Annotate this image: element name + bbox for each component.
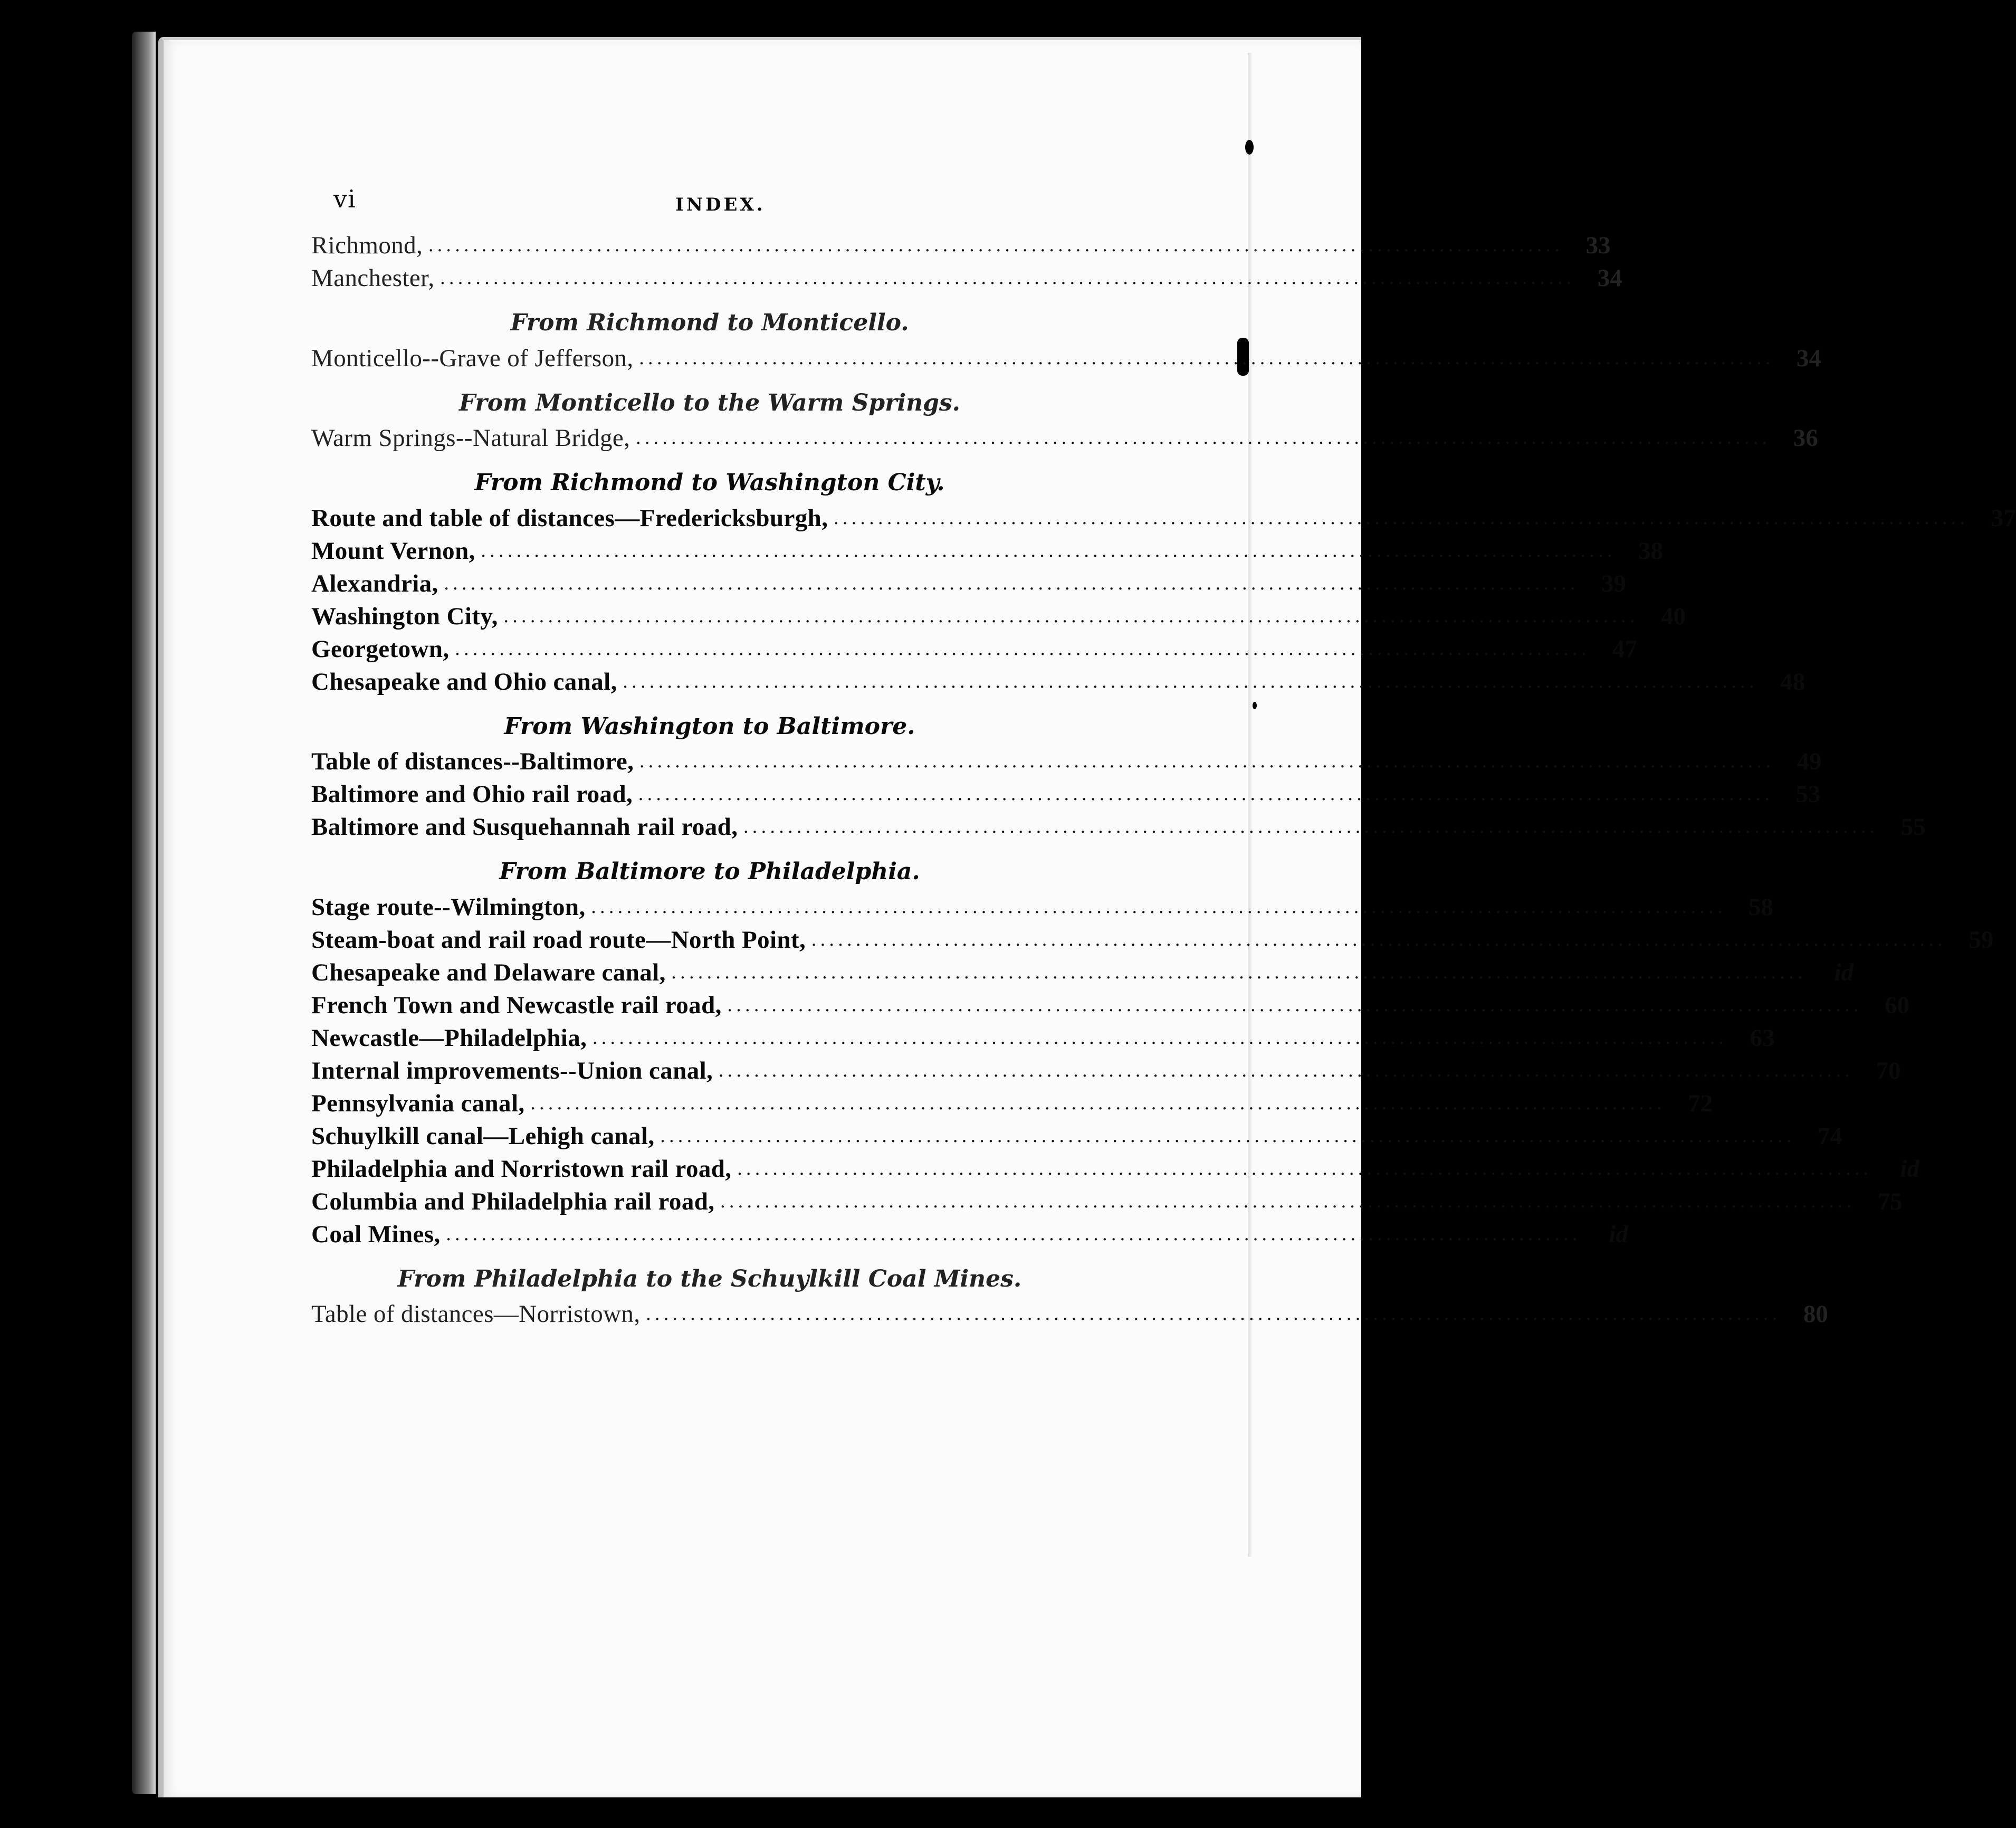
index-entry <box>311 957 1854 990</box>
entry-title: Schuylkill canal—Lehigh canal, <box>311 1122 655 1150</box>
index-section <box>311 858 1994 1252</box>
index-entry <box>311 343 1821 376</box>
entry-page: 48 <box>1780 668 1805 696</box>
index-entry <box>311 1154 1919 1186</box>
entry-page: 60 <box>1885 991 1910 1019</box>
entry-page: 36 <box>1793 424 1818 452</box>
dot-leader: ................................................................................................................................ <box>622 671 1758 692</box>
index-section <box>311 389 1818 456</box>
entry-title: Baltimore and Ohio rail road, <box>311 780 633 808</box>
index-entry <box>311 536 1664 568</box>
entry-page: 80 <box>1803 1300 1828 1328</box>
section-heading: From Richmond to Monticello. <box>510 309 909 336</box>
entry-title: Coal Mines, <box>311 1220 441 1248</box>
index-content <box>311 179 2016 1331</box>
entry-page: 63 <box>1750 1024 1775 1052</box>
index-entry <box>311 1023 1775 1055</box>
ink-speck <box>1245 140 1254 155</box>
index-entry <box>311 925 1994 957</box>
entry-title: Steam-boat and rail road route—North Point, <box>311 926 806 954</box>
entry-title: Alexandria, <box>311 569 438 597</box>
dot-leader: ................................................................................................................................ <box>635 427 1771 449</box>
dot-leader: ................................................................................................................................ <box>833 507 1969 529</box>
dot-leader: ................................................................................................................................ <box>428 235 1563 256</box>
section-heading: From Monticello to the Warm Springs. <box>459 389 960 416</box>
entry-title: Chesapeake and Delaware canal, <box>311 958 666 986</box>
index-entry <box>311 503 2016 536</box>
entry-title: Washington City, <box>311 602 498 630</box>
dot-leader: ................................................................................................................................ <box>530 1092 1665 1114</box>
index-entry <box>311 1299 1828 1331</box>
entry-page: 33 <box>1585 232 1611 259</box>
ink-speck <box>942 20 951 24</box>
entry-title: French Town and Newcastle rail road, <box>311 991 722 1019</box>
index-entry <box>311 263 1622 296</box>
dot-leader: ................................................................................................................................ <box>727 994 1862 1016</box>
entry-title: Table of distances--Baltimore, <box>311 748 634 776</box>
dot-leader: ................................................................................................................................ <box>645 1303 1781 1325</box>
dot-leader: ................................................................................................................................ <box>660 1125 1795 1147</box>
dot-leader: ................................................................................................................................ <box>743 816 1878 838</box>
entry-page: id <box>1834 958 1854 986</box>
entry-page: 40 <box>1661 602 1686 630</box>
entry-title: Internal improvements--Union canal, <box>311 1056 713 1084</box>
index-entry <box>311 568 1627 601</box>
book-spine-shadow <box>132 32 156 1794</box>
entry-page: 58 <box>1749 893 1773 921</box>
index-entry <box>311 667 1805 699</box>
entry-page: 49 <box>1797 748 1822 776</box>
index-entry <box>311 1219 1628 1252</box>
index-entry <box>311 230 1611 263</box>
dot-leader: ................................................................................................................................ <box>590 896 1726 918</box>
entry-title: Pennsylvania canal, <box>311 1089 525 1117</box>
entry-page: 47 <box>1612 635 1637 663</box>
index-section <box>311 712 1926 845</box>
entry-title: Georgetown, <box>311 635 450 663</box>
entry-page: 38 <box>1638 537 1664 565</box>
dot-leader: ................................................................................................................................ <box>439 268 1575 289</box>
entry-page: 34 <box>1796 344 1821 372</box>
dot-leader: ................................................................................................................................ <box>480 540 1616 561</box>
entry-title: Table of distances—Norristown, <box>311 1300 641 1328</box>
entry-page: 53 <box>1795 780 1821 808</box>
dot-leader: ................................................................................................................................ <box>445 1223 1581 1245</box>
section-heading: From Washington to Baltimore. <box>504 712 915 740</box>
entry-page: id <box>1609 1220 1628 1248</box>
index-entry <box>311 990 1910 1023</box>
index-entry <box>311 1121 1842 1154</box>
index-entry <box>311 812 1926 844</box>
index-entry <box>311 1055 1901 1088</box>
dot-leader: ................................................................................................................................ <box>639 751 1774 773</box>
dot-leader: ................................................................................................................................ <box>454 638 1590 660</box>
index-section <box>311 469 2016 699</box>
dot-leader: ................................................................................................................................ <box>671 961 1807 983</box>
entry-title: Mount Vernon, <box>311 537 475 565</box>
entry-title: Columbia and Philadelphia rail road, <box>311 1187 715 1215</box>
index-entry <box>311 601 1686 634</box>
index-entry <box>311 423 1818 455</box>
index-section <box>311 230 1622 296</box>
dot-leader: ................................................................................................................................ <box>720 1191 1855 1212</box>
entry-page: 74 <box>1817 1122 1842 1150</box>
index-entry <box>311 1186 1903 1219</box>
entry-page: id <box>1900 1155 1919 1183</box>
dot-leader: ................................................................................................................................ <box>737 1158 1872 1179</box>
dot-leader: ................................................................................................................................ <box>638 347 1774 369</box>
entry-page: 55 <box>1900 813 1926 841</box>
entry-title: Manchester, <box>311 264 435 292</box>
index-entry <box>311 779 1821 812</box>
entry-page: 59 <box>1969 926 1994 954</box>
entry-title: Richmond, <box>311 232 423 259</box>
index-entry <box>311 634 1637 667</box>
ink-speck <box>1253 702 1257 709</box>
dot-leader: ................................................................................................................................ <box>638 784 1773 805</box>
entry-page: 75 <box>1877 1187 1903 1215</box>
section-heading: From Philadelphia to the Schuylkill Coal Mines. <box>397 1265 1022 1292</box>
entry-title: Stage route--Wilmington, <box>311 893 586 921</box>
index-title: INDEX. <box>675 194 766 215</box>
entry-title: Monticello--Grave of Jefferson, <box>311 344 634 372</box>
index-entry <box>311 746 1822 779</box>
section-heading: From Richmond to Washington City. <box>474 469 945 497</box>
entry-title: Warm Springs--Natural Bridge, <box>311 424 630 452</box>
page-header <box>311 179 1108 227</box>
index-section <box>311 309 1821 376</box>
index-entry <box>311 1088 1713 1121</box>
entry-page: 72 <box>1687 1089 1713 1117</box>
index-section <box>311 1265 1828 1332</box>
entry-page: 70 <box>1876 1056 1901 1084</box>
dot-leader: ................................................................................................................................ <box>718 1060 1853 1081</box>
entry-title: Chesapeake and Ohio canal, <box>311 668 617 696</box>
entry-page: 37 <box>1991 504 2016 532</box>
entry-title: Newcastle—Philadelphia, <box>311 1024 587 1052</box>
dot-leader: ................................................................................................................................ <box>811 929 1946 950</box>
dot-leader: ................................................................................................................................ <box>503 605 1639 627</box>
index-entry <box>311 892 1773 925</box>
ink-speck <box>976 21 979 24</box>
entry-title: Philadelphia and Norristown rail road, <box>311 1155 732 1183</box>
entry-page: 34 <box>1597 264 1622 292</box>
entry-page: 39 <box>1601 569 1627 597</box>
dot-leader: ................................................................................................................................ <box>443 573 1579 594</box>
entry-title: Baltimore and Susquehannah rail road, <box>311 813 738 841</box>
dot-leader: ................................................................................................................................ <box>592 1027 1727 1049</box>
page-number: vi <box>333 185 356 213</box>
entry-title: Route and table of distances—Fredericksburgh, <box>311 504 828 532</box>
section-heading: From Baltimore to Philadelphia. <box>499 858 920 886</box>
